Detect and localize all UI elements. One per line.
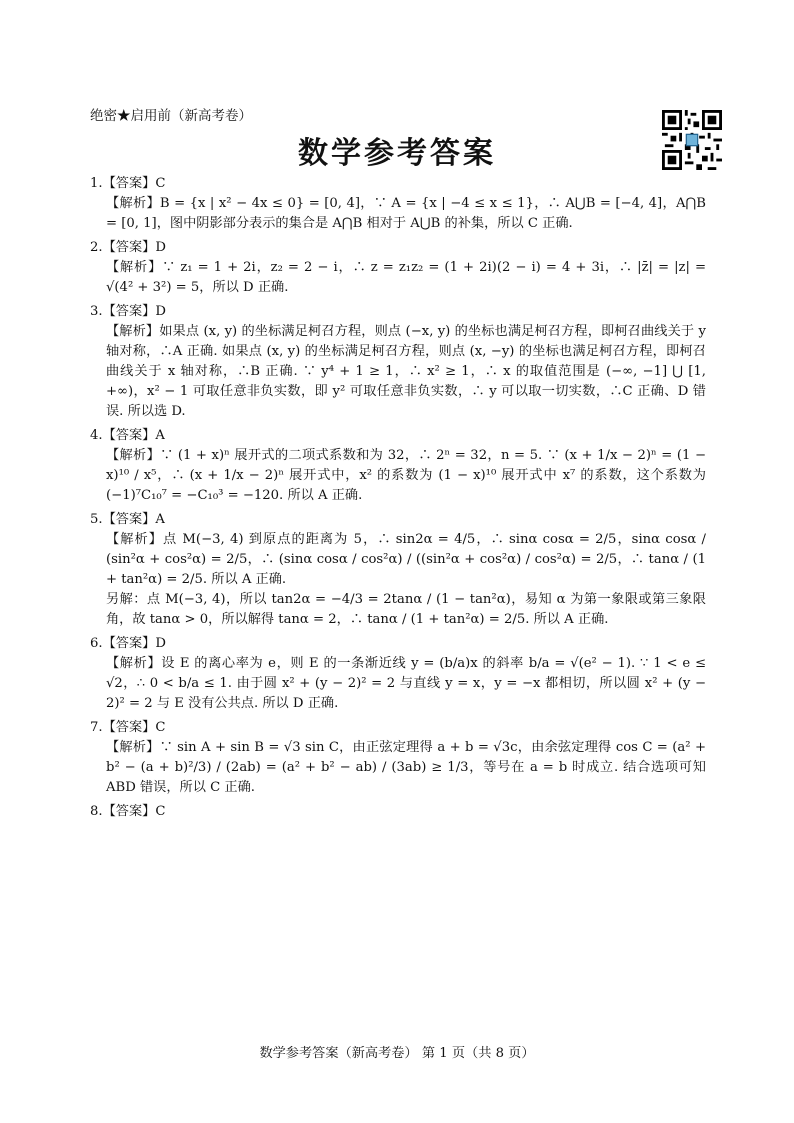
confidential-label: 绝密★启用前（新高考卷） [90, 108, 252, 124]
answer-line: 3.【答案】D [90, 304, 166, 319]
explanation-text: 【解析】B = {x | x² − 4x ≤ 0} = [0, 4]，∵ A = {x | −4 ≤ x ≤ 1}，∴ A⋃B = [−4, 4]，A⋂B = [0, 1]，图中阴影部分表示的集合是 A⋂B 相对于 A⋃B 的补集，所以 C 正确. [106, 196, 706, 231]
answers-body [90, 174, 706, 822]
page-footer: 数学参考答案（新高考卷） 第 1 页（共 8 页） [259, 1046, 535, 1061]
explanation-text: 【解析】∵ z₁ = 1 + 2i，z₂ = 2 − i，∴ z = z₁z₂ = (1 + 2i)(2 − i) = 4 + 3i，∴ |z̄| = |z| = √(4² + 3²) = 5，所以 D 正确. [106, 260, 706, 295]
explanation-text: 【解析】点 M(−3, 4) 到原点的距离为 5，∴ sin2α = 4/5，∴ sinα cosα = 2/5，sinα cosα / (sin²α + cos²α) = 2/5，∴ (sinα cosα / cos²α) / ((sin²α + cos²α) / cos²α) = 2/5，∴ tanα / (1 + tan²α) = 2/5. 所以 A 正确. [106, 532, 706, 587]
alternative-solution-text: 另解：点 M(−3, 4)，所以 tan2α = −4/3 = 2tanα / (1 − tan²α)，易知 α 为第一象限或第三象限角，故 tanα > 0，所以解得 tanα = 2，∴ tanα / (1 + tan²α) = 2/5. 所以 A 正确. [106, 592, 706, 627]
answer-line: 2.【答案】D [90, 240, 166, 255]
answer-line: 4.【答案】A [90, 428, 165, 443]
answer-line: 5.【答案】A [90, 512, 165, 527]
answer-line: 6.【答案】D [90, 636, 166, 651]
explanation-text: 【解析】设 E 的离心率为 e，则 E 的一条渐近线 y = (b/a)x 的斜率 b/a = √(e² − 1). ∵ 1 < e ≤ √2，∴ 0 < b/a ≤ 1. 由于圆 x² + (y − 2)² = 2 与直线 y = x，y = −x 都相切，所以圆 x² + (y − 2)² = 2 与 E 没有公共点. 所以 D 正确. [106, 656, 706, 711]
answer-line: 1.【答案】C [90, 176, 166, 191]
page-title: 数学参考答案 [298, 136, 496, 171]
explanation-text: 【解析】∵ sin A + sin B = √3 sin C，由正弦定理得 a + b = √3c，由余弦定理得 cos C = (a² + b² − (a + b)²/3) / (2ab) = (a² + b² − ab) / (3ab) ≥ 1/3，等号在 a = b 时成立. 结合选项可知 ABD 错误，所以 C 正确. [106, 740, 706, 795]
explanation-text: 【解析】∵ (1 + x)ⁿ 展开式的二项式系数和为 32，∴ 2ⁿ = 32，n = 5. ∵ (x + 1/x − 2)ⁿ = (1 − x)¹⁰ / x⁵，∴ (x + 1/x − 2)ⁿ 展开式中，x² 的系数为 (1 − x)¹⁰ 展开式中 x⁷ 的系数，这个系数为 (−1)⁷C₁₀⁷ = −C₁₀³ = −120. 所以 A 正确. [106, 448, 706, 503]
answer-line: 7.【答案】C [90, 720, 166, 735]
answer-line: 8.【答案】C [90, 804, 166, 819]
explanation-text: 【解析】如果点 (x, y) 的坐标满足柯召方程，则点 (−x, y) 的坐标也满足柯召方程，即柯召曲线关于 y 轴对称，∴A 正确. 如果点 (x, y) 的坐标满足柯召方程，则点 (x, −y) 的坐标也满足柯召方程，即柯召曲线关于 x 轴对称，∴B 正确. ∵ y⁴ + 1 ≥ 1，∴ x² ≥ 1，∴ x 的取值范围是 (−∞, −1] ⋃ [1, +∞)，x² − 1 可取任意非负实数，即 y² 可取任意非负实数，∴ y 可以取一切实数，∴C 正确、D 错误. 所以选 D. [106, 324, 706, 419]
